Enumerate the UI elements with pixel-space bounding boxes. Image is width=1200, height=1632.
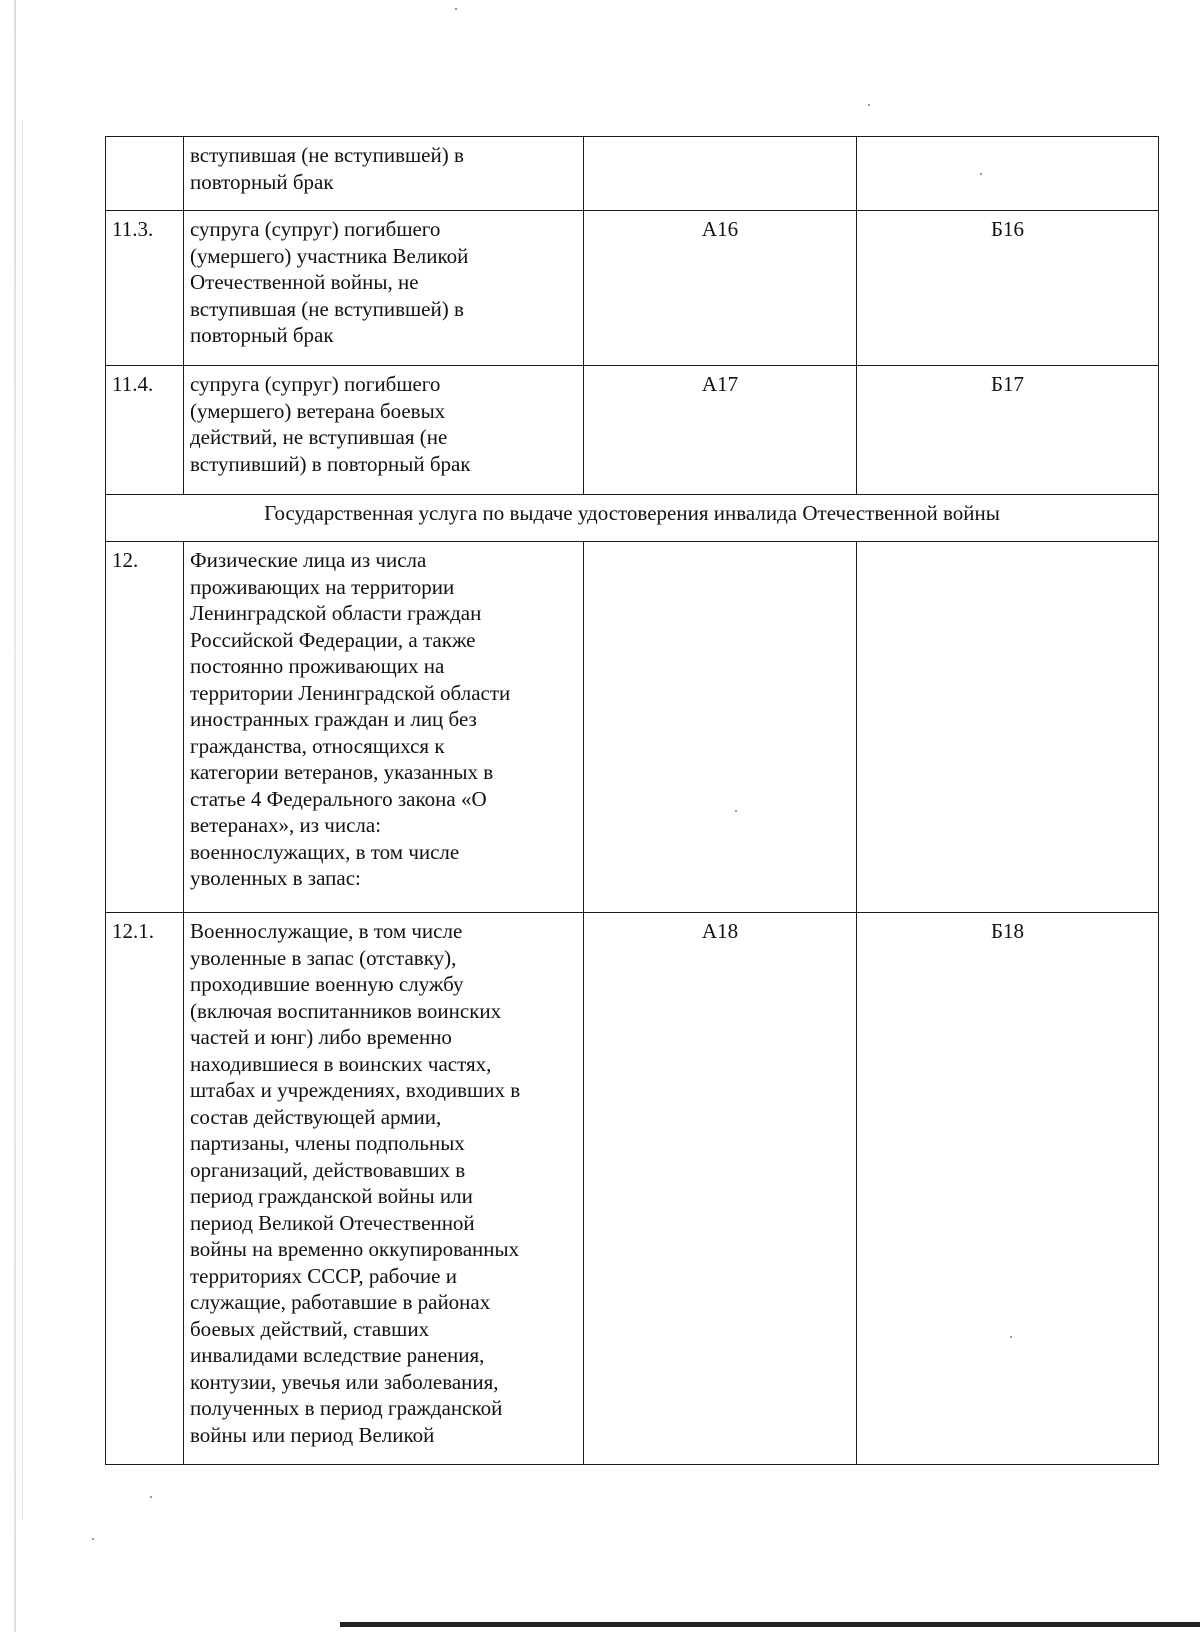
scan-speck: [150, 1496, 152, 1498]
scan-speck: [92, 1538, 94, 1540]
row-number: 12.1.: [106, 913, 184, 1465]
row-category: супруга (супруг) погибшего (умершего) ветерана боевых действий, не вступившая (не вступивший) в повторный брак: [184, 366, 584, 495]
row-category: вступившая (не вступившей) в повторный брак: [184, 137, 584, 211]
code-a: [584, 542, 857, 913]
code-a: А16: [584, 211, 857, 366]
code-b: Б16: [857, 211, 1159, 366]
scan-shadow-left: [14, 0, 16, 1632]
code-b: Б17: [857, 366, 1159, 495]
row-category: супруга (супруг) погибшего (умершего) участника Великой Отечественной войны, не вступившая (не вступившей) в повторный брак: [184, 211, 584, 366]
row-number: 11.4.: [106, 366, 184, 495]
table-row: [106, 137, 1159, 211]
table-row: [106, 211, 1159, 366]
row-number: 12.: [106, 542, 184, 913]
row-category: Физические лица из числа проживающих на территории Ленинградской области граждан Российской Федерации, а также постоянно проживающих на территории Ленинградской области иностранных граждан и лиц без гражданства, относящихся к категории ветеранов, указанных в статье 4 Федерального закона «О ветеранах», из числа: военнослужащих, в том числе уволенных в запас:: [184, 542, 584, 913]
code-a: [584, 137, 857, 211]
row-category: Военнослужащие, в том числе уволенные в запас (отставку), проходившие военную службу (включая воспитанников воинских частей и юнг) либо временно находившиеся в воинских частях, штабах и учреждениях, входивших в состав действующей армии, партизаны, члены подпольных организаций, действовавших в период гражданской войны или период Великой Отечественной войны на временно оккупированных территориях СССР, рабочие и служащие, работавшие в районах боевых действий, ставших инвалидами вследствие ранения, контузии, увечья или заболевания, полученных в период гражданской войны или период Великой: [184, 913, 584, 1465]
table-row: [106, 542, 1159, 913]
code-b: Б18: [857, 913, 1159, 1465]
code-b: [857, 542, 1159, 913]
scan-shadow-left-inner: [22, 120, 23, 1520]
scan-shadow-bottom: [340, 1622, 1200, 1627]
scan-speck: [455, 8, 457, 10]
row-number: 11.3.: [106, 211, 184, 366]
code-b: [857, 137, 1159, 211]
row-number: [106, 137, 184, 211]
categories-table: [105, 136, 1159, 1465]
code-a: А17: [584, 366, 857, 495]
section-heading: Государственная услуга по выдаче удостоверения инвалида Отечественной войны: [106, 495, 1159, 542]
code-a: А18: [584, 913, 857, 1465]
scan-speck: [868, 104, 870, 106]
table-row: [106, 366, 1159, 495]
table-row: [106, 913, 1159, 1465]
section-row: [106, 495, 1159, 542]
